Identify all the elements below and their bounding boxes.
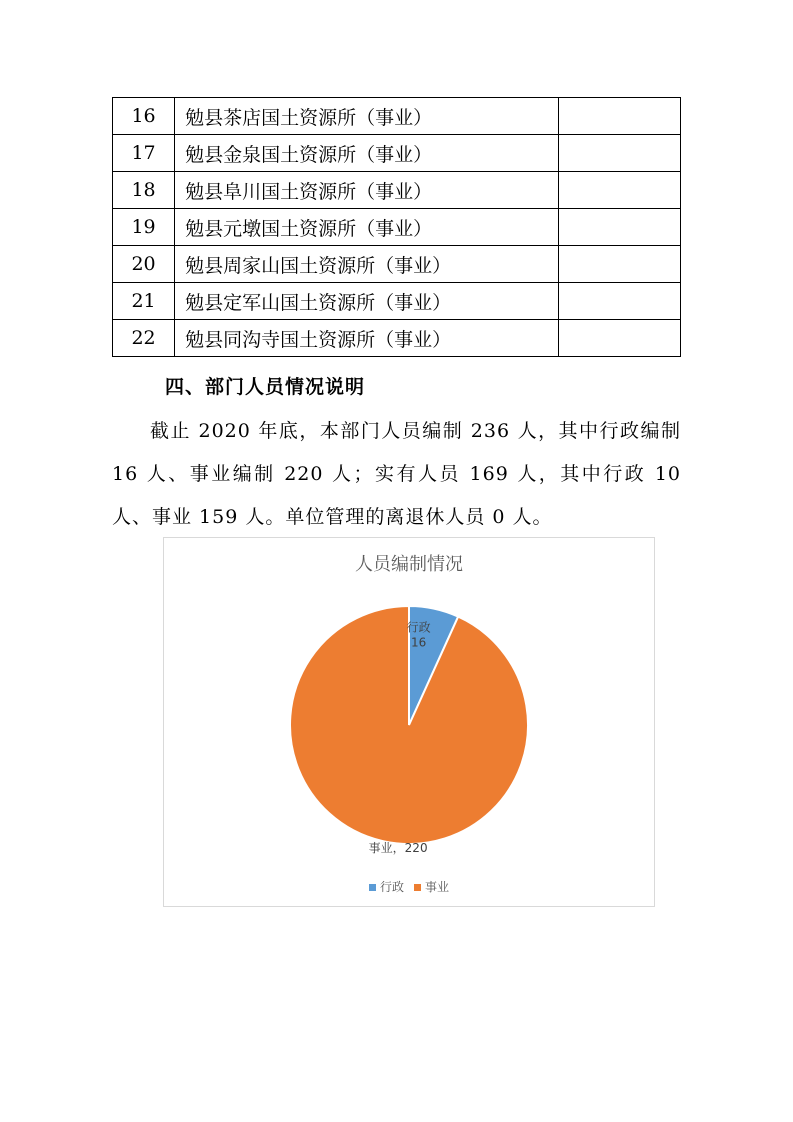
row-number: 21	[113, 283, 175, 320]
row-unit-name: 勉县元墩国土资源所（事业）	[175, 209, 559, 246]
legend-label: 事业	[425, 880, 450, 894]
row-unit-name: 勉县同沟寺国土资源所（事业）	[175, 320, 559, 357]
row-number: 20	[113, 246, 175, 283]
table-row	[113, 172, 681, 209]
row-number: 22	[113, 320, 175, 357]
table-row	[113, 320, 681, 357]
legend-item-0	[369, 878, 404, 895]
pie-data-label-0: 行政 16	[406, 620, 431, 650]
pie-data-label-1: 事业，220	[368, 841, 428, 856]
pie-chart	[163, 537, 655, 907]
row-empty-cell	[558, 246, 680, 283]
row-number: 18	[113, 172, 175, 209]
pie-slice-1	[290, 606, 528, 844]
pie-chart-svg	[164, 538, 654, 906]
legend-item-1	[414, 878, 449, 895]
row-empty-cell	[558, 135, 680, 172]
legend-label: 行政	[379, 880, 404, 894]
row-number: 17	[113, 135, 175, 172]
table-row	[113, 209, 681, 246]
legend-swatch	[369, 884, 376, 891]
row-unit-name: 勉县金泉国土资源所（事业）	[175, 135, 559, 172]
row-unit-name: 勉县阜川国土资源所（事业）	[175, 172, 559, 209]
row-empty-cell	[558, 209, 680, 246]
chart-title: 人员编制情况	[355, 554, 463, 575]
row-empty-cell	[558, 320, 680, 357]
chart-legend	[164, 878, 654, 895]
table-row	[113, 135, 681, 172]
row-unit-name: 勉县茶店国土资源所（事业）	[175, 98, 559, 135]
staffing-paragraph: 截止 2020 年底，本部门人员编制 236 人，其中行政编制 16 人、事业编制 220 人；实有人员 169 人，其中行政 10 人、事业 159 人。单位管理的离退休人员 0 人。	[112, 420, 681, 528]
table-row	[113, 98, 681, 135]
table-row	[113, 246, 681, 283]
row-unit-name: 勉县定军山国土资源所（事业）	[175, 283, 559, 320]
row-empty-cell	[558, 172, 680, 209]
row-empty-cell	[558, 283, 680, 320]
row-empty-cell	[558, 98, 680, 135]
row-number: 19	[113, 209, 175, 246]
row-number: 16	[113, 98, 175, 135]
section-title: 四、部门人员情况说明	[165, 376, 366, 398]
row-unit-name: 勉县周家山国土资源所（事业）	[175, 246, 559, 283]
table-row	[113, 283, 681, 320]
org-table	[112, 97, 681, 357]
legend-swatch	[414, 884, 421, 891]
